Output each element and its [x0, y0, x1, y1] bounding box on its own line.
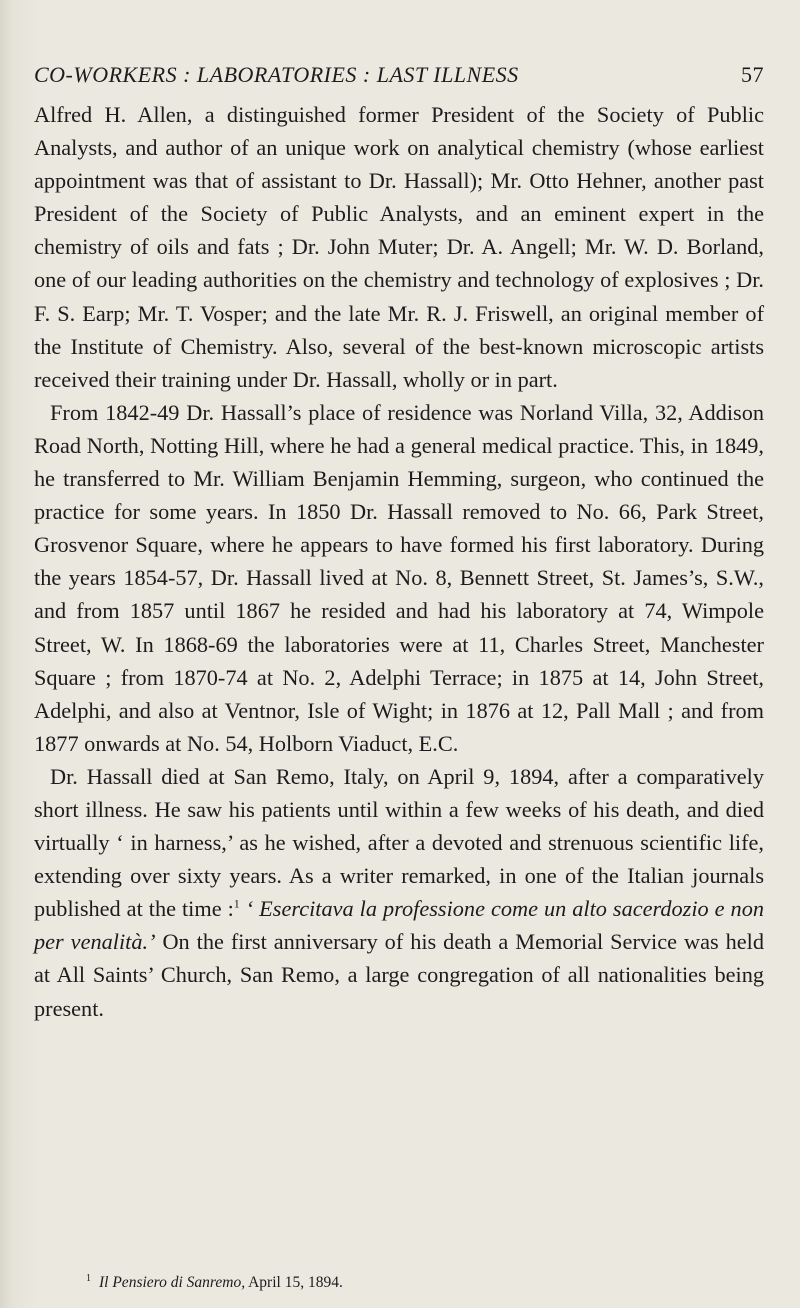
running-title: CO-WORKERS : LABORATORIES : LAST ILLNESS: [34, 62, 519, 87]
italian-quote: ‘ Esercitava la professione come un alto sacerdozio e non per venalità.’: [34, 896, 764, 955]
footnote: [34, 1273, 764, 1292]
footnote-date: April 15, 1894.: [248, 1274, 343, 1292]
footnote-reference: 1: [233, 896, 240, 911]
page-header: [34, 62, 764, 88]
paragraph-1: Alfred H. Allen, a distinguished former President of the Society of Public Analysts, and author of an unique work on analytical chemistry (whose earliest appointment was that of assistant to Dr. Hassall); Mr. Otto Hehner, another past President of the Society of Public Analysts, and an eminent expert in the chemistry of oils and fats ; Dr. John Muter; Dr. A. Angell; Mr. W. D. Borland, one of our leading authorities on the chemistry and technology of explosives ; Dr. F. S. Earp; Mr. T. Vosper; and the late Mr. R. J. Friswell, an original member of the Institute of Chemistry. Also, several of the best-known microscopic artists received their training under Dr. Hassall, wholly or in part.: [34, 102, 764, 392]
paragraph-3: [34, 760, 764, 1025]
body-text: [34, 98, 764, 1025]
page-number: 57: [741, 62, 764, 87]
footnote-source-title: Il Pensiero di Sanremo,: [99, 1274, 246, 1292]
paragraph-3-start: Dr. Hassall died at San Remo, Italy, on April 9, 1894, after a comparatively short illness. He saw his patients until within a few weeks of his death, and died virtually ‘ in harness,’ as he wished, after a devoted and strenuous scientific life, extending over sixty years. As a writer remarked, in one of the Italian journals published at the time :: [34, 763, 764, 922]
footnote-mark: 1: [86, 1273, 91, 1284]
paragraph-3-end: On the first anniversary of his death a Memorial Service was held at All Saints’ Church, San Remo, a large congregation of all nationalities being present.: [34, 929, 764, 1021]
paragraph-2: From 1842-49 Dr. Hassall’s place of residence was Norland Villa, 32, Addison Road North, Notting Hill, where he had a general medical practice. This, in 1849, he transferred to Mr. William Benjamin Hemming, surgeon, who continued the practice for some years. In 1850 Dr. Hassall removed to No. 66, Park Street, Grosvenor Square, where he appears to have formed his first laboratory. During the years 1854-57, Dr. Hassall lived at No. 8, Bennett Street, St. James’s, S.W., and from 1857 until 1867 he resided and had his laboratory at 74, Wimpole Street, W. In 1868-69 the laboratories were at 11, Charles Street, Manchester Square ; from 1870-74 at No. 2, Adelphi Terrace; in 1875 at 14, John Street, Adelphi, and also at Ventnor, Isle of Wight; in 1876 at 12, Pall Mall ; and from 1877 onwards at No. 54, Holborn Viaduct, E.C.: [34, 399, 764, 756]
